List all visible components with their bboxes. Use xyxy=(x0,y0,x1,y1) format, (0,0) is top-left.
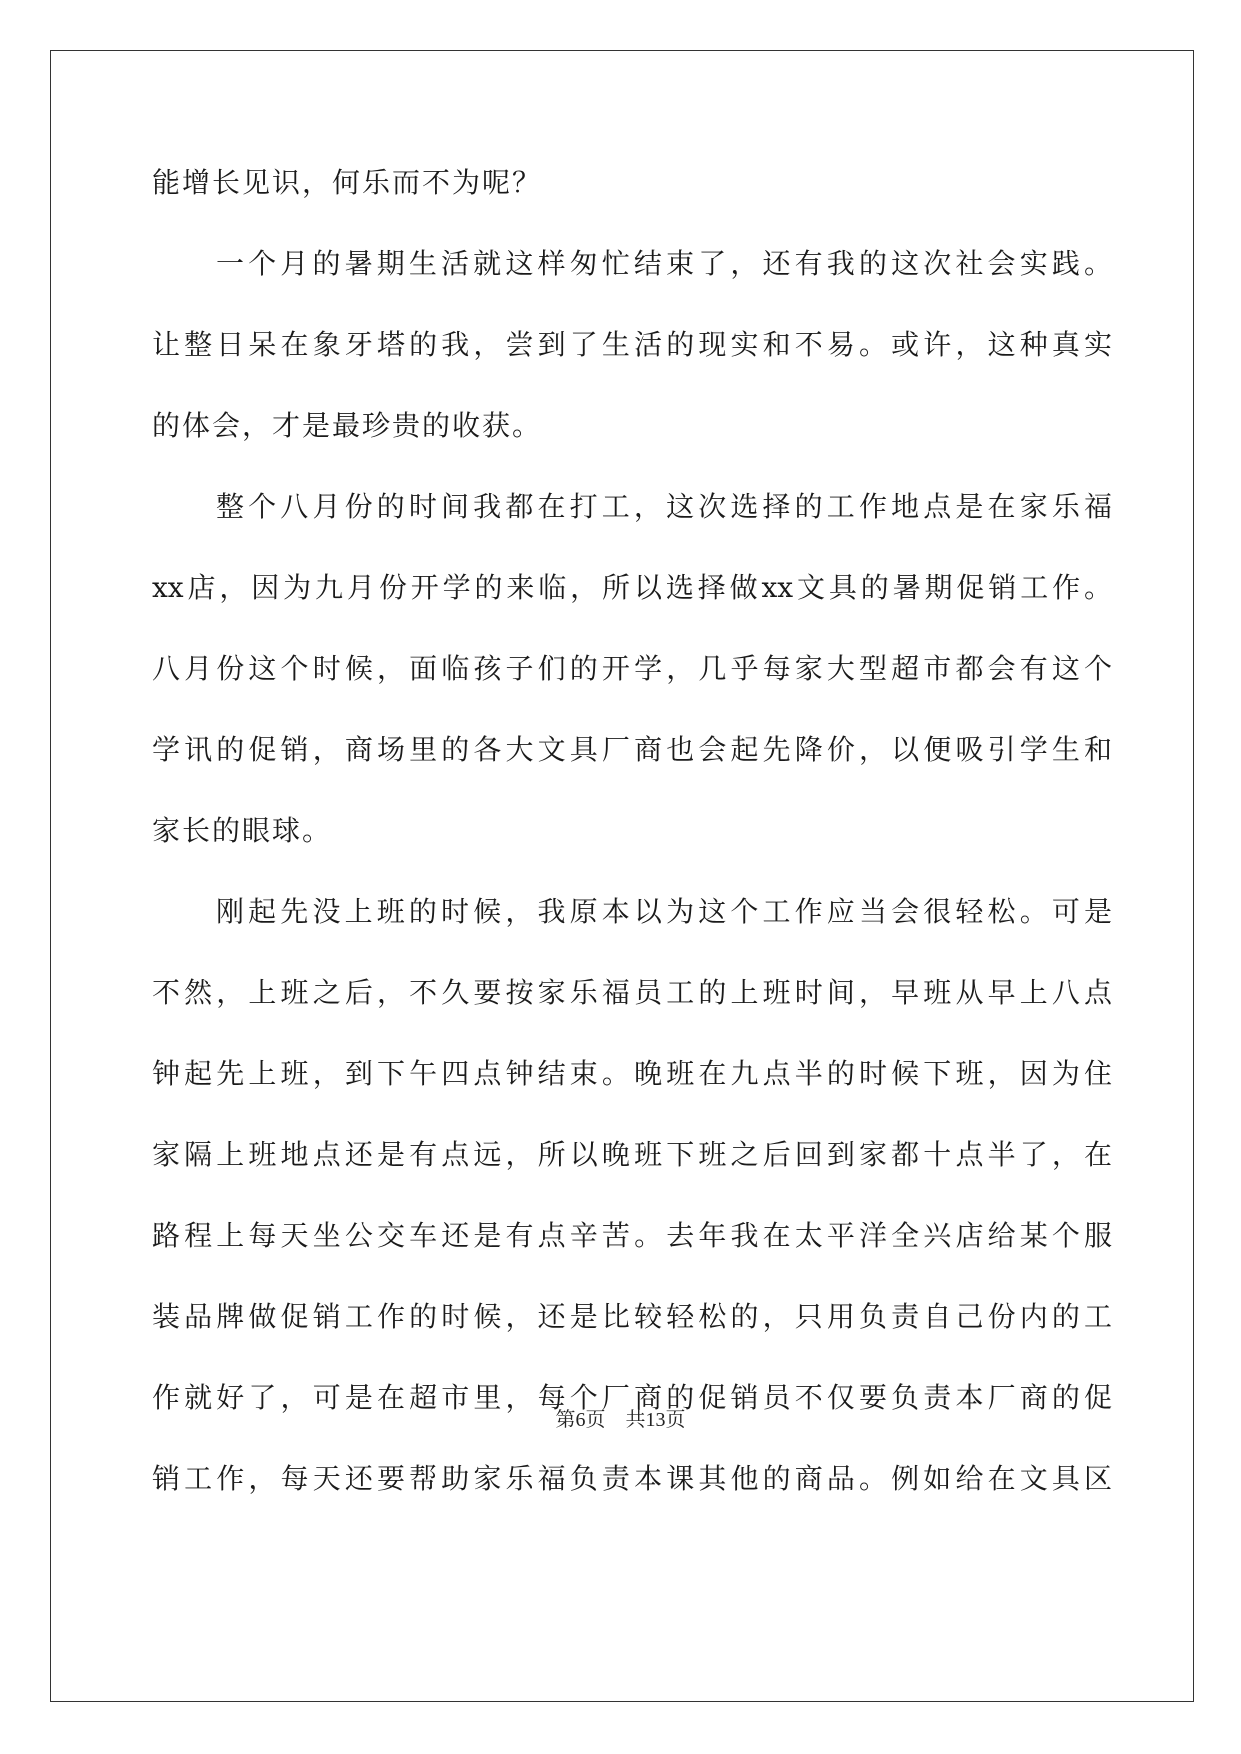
text-line: 学讯的促销，商场里的各大文具厂商也会起先降价，以便吸引学生和 xyxy=(152,733,1112,766)
text-line: 家隔上班地点还是有点远，所以晚班下班之后回到家都十点半了，在 xyxy=(152,1138,1112,1171)
footer-prefix: 第 xyxy=(555,1407,576,1431)
total-pages: 13 xyxy=(645,1409,666,1431)
page-number: 6 xyxy=(575,1409,586,1431)
text-line: 刚起先没上班的时候，我原本以为这个工作应当会很轻松。可是 xyxy=(216,895,1112,928)
text-line: 家长的眼球。 xyxy=(152,814,333,847)
text-line: 不然，上班之后，不久要按家乐福员工的上班时间，早班从早上八点 xyxy=(152,976,1112,1009)
text-line: 的体会，才是最珍贵的收获。 xyxy=(152,409,543,442)
text-line: 八月份这个时候，面临孩子们的开学，几乎每家大型超市都会有这个 xyxy=(152,652,1112,685)
text-line: 销工作，每天还要帮助家乐福负责本课其他的商品。例如给在文具区 xyxy=(152,1462,1112,1495)
text-line: 一个月的暑期生活就这样匆忙结束了，还有我的这次社会实践。 xyxy=(216,247,1112,280)
footer-page-suffix: 页 xyxy=(585,1407,606,1431)
page-footer xyxy=(0,1405,1241,1434)
text-line: 能增长见识，何乐而不为呢？ xyxy=(152,166,543,199)
text-line: xx店，因为九月份开学的来临，所以选择做xx文具的暑期促销工作。 xyxy=(152,571,1112,604)
text-line: 作就好了，可是在超市里，每个厂商的促销员不仅要负责本厂商的促 xyxy=(152,1381,1112,1414)
footer-total-prefix: 共 xyxy=(625,1407,646,1431)
text-line: 让整日呆在象牙塔的我，尝到了生活的现实和不易。或许，这种真实 xyxy=(152,328,1112,361)
text-line: 装品牌做促销工作的时候，还是比较轻松的，只用负责自己份内的工 xyxy=(152,1300,1112,1333)
document-body xyxy=(152,156,1112,1533)
text-line: 钟起先上班，到下午四点钟结束。晚班在九点半的时候下班，因为住 xyxy=(152,1057,1112,1090)
text-line: 路程上每天坐公交车还是有点辛苦。去年我在太平洋全兴店给某个服 xyxy=(152,1219,1112,1252)
text-line: 整个八月份的时间我都在打工，这次选择的工作地点是在家乐福 xyxy=(216,490,1112,523)
footer-total-suffix: 页 xyxy=(665,1407,686,1431)
